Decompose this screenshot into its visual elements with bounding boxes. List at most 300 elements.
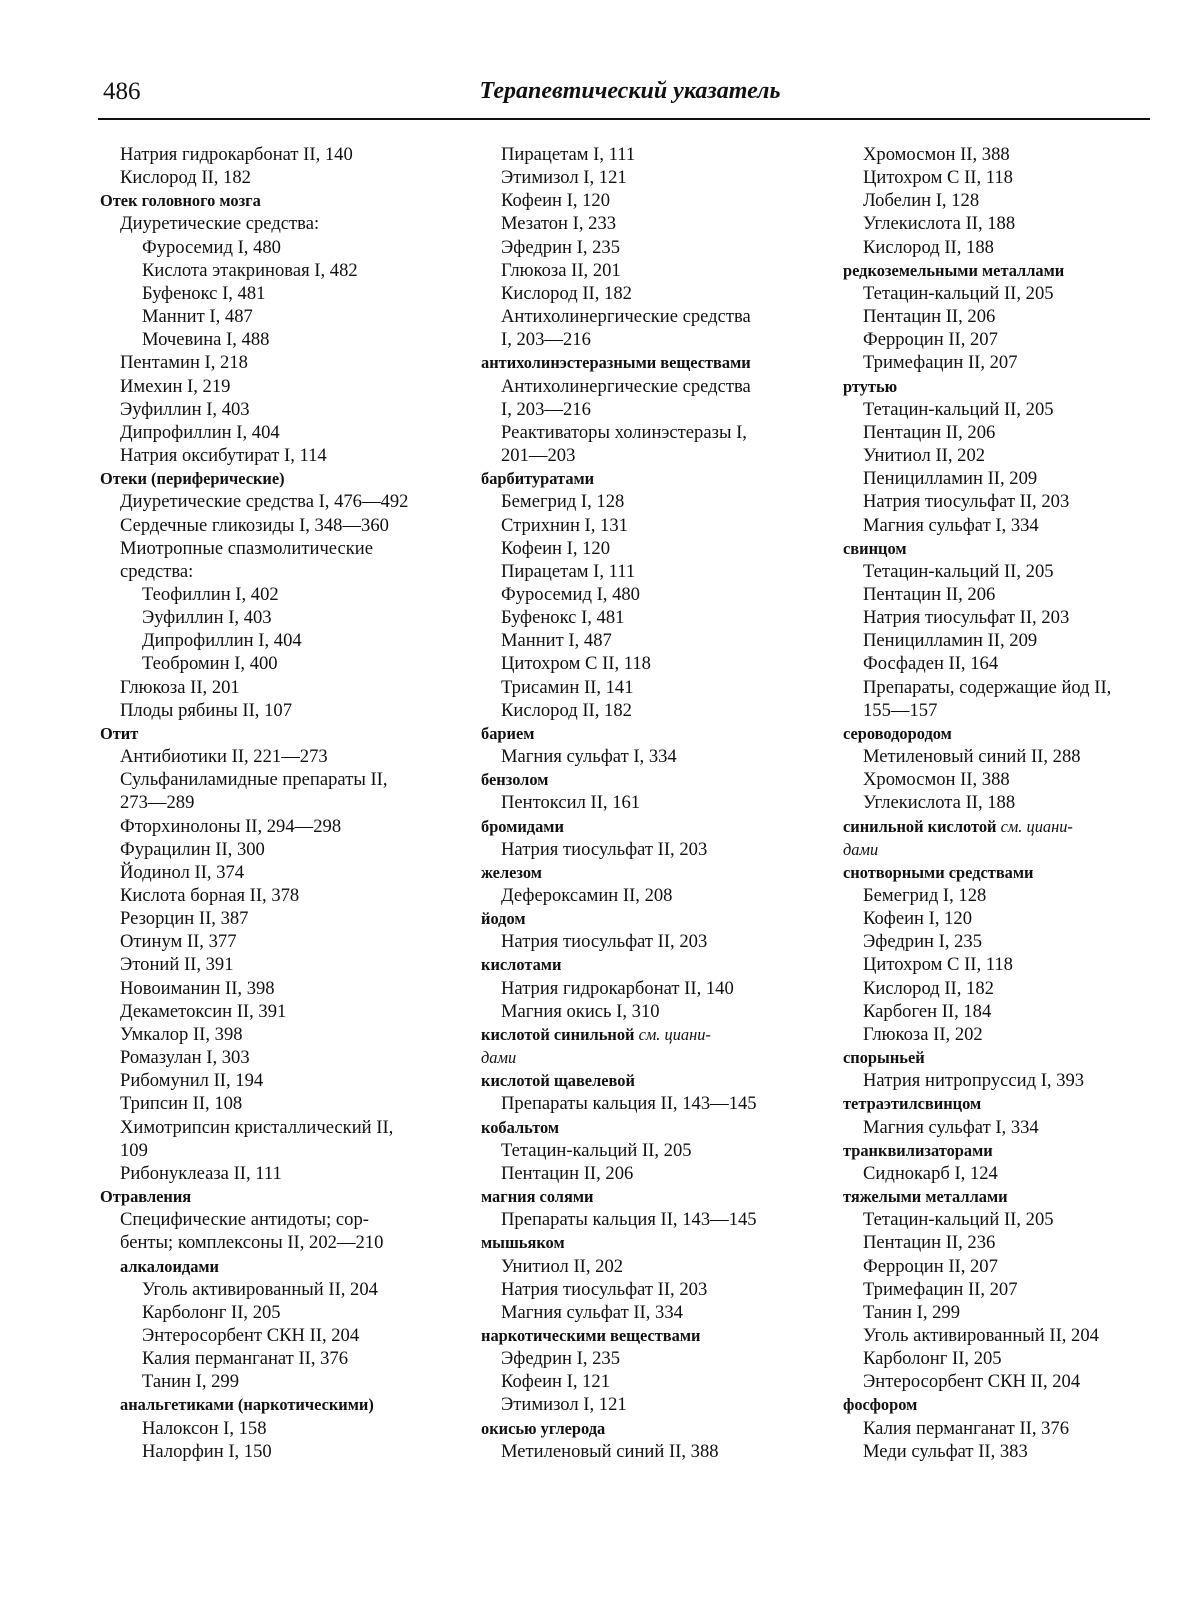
- entry-text: Препараты, содержащие йод II,: [863, 676, 1112, 698]
- index-entry: [100, 1370, 470, 1393]
- index-entry: [100, 815, 470, 838]
- index-entry: [843, 699, 1173, 722]
- index-column-2: [481, 143, 841, 1463]
- index-entry: [843, 676, 1173, 699]
- index-entry: [481, 1440, 841, 1463]
- entry-text: Тетацин-кальций II, 205: [863, 560, 1054, 582]
- index-heading: [843, 537, 1173, 560]
- index-heading: [843, 815, 1173, 838]
- index-entry: [481, 791, 841, 814]
- entry-text: фосфором: [843, 1395, 918, 1415]
- index-entry: [481, 444, 841, 467]
- index-column-3: [843, 143, 1173, 1463]
- entry-text: кобальтом: [481, 1117, 560, 1137]
- entry-text: Отравления: [100, 1187, 192, 1207]
- index-entry: [481, 1000, 841, 1023]
- entry-text: Тримефацин II, 207: [863, 1278, 1018, 1300]
- index-entry: [481, 1092, 841, 1115]
- entry-text: Калия перманганат II, 376: [142, 1348, 349, 1370]
- index-heading: [481, 1417, 841, 1440]
- entry-text: Калия перманганат II, 376: [863, 1417, 1070, 1439]
- entry-text: Натрия тиосульфат II, 203: [501, 838, 708, 860]
- index-entry: [843, 444, 1173, 467]
- entry-text: Тетацин-кальций II, 205: [863, 282, 1054, 304]
- index-entry: [100, 861, 470, 884]
- index-entry: [100, 1069, 470, 1092]
- index-heading: [481, 1231, 841, 1254]
- index-entry: [843, 907, 1173, 930]
- index-heading: [100, 1185, 470, 1208]
- entry-text: тетраэтилсвинцом: [843, 1094, 982, 1114]
- entry-text: Маннит I, 487: [501, 630, 612, 652]
- index-entry: [100, 1417, 470, 1440]
- index-entry: [100, 1046, 470, 1069]
- index-entry: [100, 652, 470, 675]
- index-heading: [843, 838, 1173, 861]
- index-entry: [100, 560, 470, 583]
- entry-text: Диуретические средства:: [120, 213, 320, 235]
- entry-text: бензолом: [481, 770, 549, 790]
- index-heading: [481, 907, 841, 930]
- entry-text: Декаметоксин II, 391: [120, 1000, 287, 1022]
- index-entry: [843, 421, 1173, 444]
- index-entry: [100, 143, 470, 166]
- entry-text: Тримефацин II, 207: [863, 352, 1018, 374]
- index-entry: [843, 1278, 1173, 1301]
- entry-text: Йодинол II, 374: [120, 861, 245, 883]
- index-heading: [100, 1255, 470, 1278]
- entry-text: редкоземельными металлами: [843, 260, 1065, 280]
- index-entry: [100, 953, 470, 976]
- entry-text: Мезатон I, 233: [501, 213, 617, 235]
- entry-text: Лобелин I, 128: [863, 190, 980, 212]
- entry-text: Трисамин II, 141: [501, 676, 634, 698]
- entry-text: снотворными средствами: [843, 862, 1034, 882]
- entry-text: 273—289: [120, 792, 195, 814]
- entry-text: сероводородом: [843, 723, 952, 743]
- index-entry: [843, 212, 1173, 235]
- entry-text: Унитиол II, 202: [863, 445, 986, 467]
- entry-text: Теобромин I, 400: [142, 653, 278, 675]
- entry-text: Цитохром С II, 118: [863, 954, 1013, 976]
- entry-text: Умкалор II, 398: [120, 1023, 243, 1045]
- cross-reference: см. циани-: [996, 816, 1073, 836]
- index-entry: [843, 583, 1173, 606]
- index-entry: [100, 838, 470, 861]
- entry-text: Меди сульфат II, 383: [863, 1440, 1028, 1462]
- entry-text: I, 203—216: [501, 329, 591, 351]
- cross-reference: см. циани-: [634, 1024, 711, 1044]
- entry-text: Отинум II, 377: [120, 931, 237, 953]
- entry-text: кислотой щавелевой: [481, 1071, 635, 1091]
- entry-text: свинцом: [843, 538, 907, 558]
- index-entry: [843, 1000, 1173, 1023]
- entry-text: Пеницилламин II, 209: [863, 630, 1038, 652]
- entry-text: железом: [481, 862, 542, 882]
- entry-text: йодом: [481, 909, 526, 929]
- index-entry: [843, 166, 1173, 189]
- entry-text: Карболонг II, 205: [863, 1348, 1002, 1370]
- index-entry: [100, 514, 470, 537]
- index-entry: [100, 1023, 470, 1046]
- index-entry: [843, 467, 1173, 490]
- index-entry: [843, 1370, 1173, 1393]
- index-entry: [100, 791, 470, 814]
- entry-text: Натрия оксибутират I, 114: [120, 445, 327, 467]
- entry-text: Хромосмон II, 388: [863, 769, 1010, 791]
- index-entry: [843, 1023, 1173, 1046]
- index-entry: [100, 236, 470, 259]
- entry-text: Фурацилин II, 300: [120, 838, 265, 860]
- index-heading: [481, 351, 841, 374]
- index-entry: [843, 1069, 1173, 1092]
- index-entry: [100, 1162, 470, 1185]
- index-entry: [100, 606, 470, 629]
- index-entry: [843, 305, 1173, 328]
- index-entry: [843, 1440, 1173, 1463]
- index-entry: [843, 490, 1173, 513]
- index-entry: [481, 629, 841, 652]
- index-heading: [100, 722, 470, 745]
- index-entry: [100, 259, 470, 282]
- entry-text: Трипсин II, 108: [120, 1093, 243, 1115]
- entry-text: Имехин I, 219: [120, 375, 231, 397]
- entry-text: Фторхинолоны II, 294—298: [120, 815, 342, 837]
- index-entry: [481, 189, 841, 212]
- entry-text: Фуросемид I, 480: [142, 236, 281, 258]
- entry-text: Тетацин-кальций II, 205: [863, 1209, 1054, 1231]
- entry-text: Препараты кальция II, 143—145: [501, 1093, 757, 1115]
- entry-text: Сердечные гликозиды I, 348—360: [120, 514, 389, 536]
- entry-text: Дефероксамин II, 208: [501, 885, 673, 906]
- index-heading: [843, 861, 1173, 884]
- index-entry: [843, 768, 1173, 791]
- index-entry: [481, 977, 841, 1000]
- index-heading: [481, 722, 841, 745]
- index-entry: [843, 236, 1173, 259]
- entry-text: Хромосмон II, 388: [863, 144, 1010, 165]
- entry-text: Налорфин I, 150: [142, 1440, 272, 1462]
- entry-text: Тетацин-кальций II, 205: [863, 398, 1054, 420]
- entry-text: Теофиллин I, 402: [142, 583, 279, 605]
- index-entry: [100, 328, 470, 351]
- entry-text: Новоиманин II, 398: [120, 977, 275, 999]
- entry-text: Уголь активированный II, 204: [142, 1278, 378, 1300]
- index-entry: [481, 1162, 841, 1185]
- entry-text: Кислота борная II, 378: [120, 885, 300, 906]
- index-entry: [481, 328, 841, 351]
- entry-text: Натрия тиосульфат II, 203: [501, 1278, 708, 1300]
- entry-text: барбитуратами: [481, 469, 595, 489]
- index-entry: [481, 490, 841, 513]
- entry-text: Кофеин I, 120: [501, 537, 611, 559]
- index-entry: [100, 537, 470, 560]
- entry-text: 201—203: [501, 445, 576, 467]
- index-entry: [481, 1393, 841, 1416]
- entry-text: Антибиотики II, 221—273: [120, 746, 328, 768]
- entry-text: Метиленовый синий II, 288: [863, 746, 1081, 768]
- entry-text: Этимизол I, 121: [501, 1394, 627, 1416]
- entry-text: Углекислота II, 188: [863, 792, 1016, 814]
- entry-text: Карболонг II, 205: [142, 1301, 281, 1323]
- index-entry: [481, 606, 841, 629]
- index-entry: [100, 583, 470, 606]
- entry-text: Глюкоза II, 202: [863, 1023, 983, 1045]
- index-entry: [100, 305, 470, 328]
- index-entry: [481, 1139, 841, 1162]
- index-entry: [843, 1162, 1173, 1185]
- entry-text: Эфедрин I, 235: [863, 931, 983, 953]
- entry-text: Танин I, 299: [142, 1371, 240, 1393]
- entry-text: Кофеин I, 120: [501, 190, 611, 212]
- entry-text: Сульфаниламидные препараты II,: [120, 769, 388, 791]
- index-entry: [843, 351, 1173, 374]
- index-entry: [843, 606, 1173, 629]
- index-entry: [481, 884, 841, 907]
- entry-text: Препараты кальция II, 143—145: [501, 1209, 757, 1231]
- index-heading: [481, 1116, 841, 1139]
- index-entry: [481, 166, 841, 189]
- entry-text: Фуросемид I, 480: [501, 583, 640, 605]
- index-heading: [481, 1185, 841, 1208]
- entry-text: Кофеин I, 121: [501, 1371, 611, 1393]
- index-entry: [100, 1440, 470, 1463]
- entry-text: Энтеросорбент СКН II, 204: [142, 1324, 360, 1346]
- entry-text: кислотой синильной: [481, 1024, 635, 1044]
- entry-text: Эфедрин I, 235: [501, 1348, 621, 1370]
- entry-text: Специфические антидоты; сор-: [120, 1209, 369, 1231]
- index-entry: [843, 514, 1173, 537]
- index-entry: [481, 1278, 841, 1301]
- entry-text: Сиднокарб I, 124: [863, 1162, 998, 1184]
- index-heading: [843, 722, 1173, 745]
- entry-text: Налоксон I, 158: [142, 1417, 267, 1439]
- entry-text: Натрия тиосульфат II, 203: [863, 491, 1070, 513]
- entry-text: Буфенокс I, 481: [501, 607, 625, 629]
- index-entry: [100, 1324, 470, 1347]
- entry-text: Пентацин II, 236: [863, 1232, 996, 1254]
- entry-text: Глюкоза II, 201: [501, 259, 621, 281]
- index-entry: [100, 884, 470, 907]
- entry-text: Натрия тиосульфат II, 203: [863, 607, 1070, 629]
- entry-text: Химотрипсин кристаллический II,: [120, 1116, 394, 1138]
- entry-text: Углекислота II, 188: [863, 213, 1016, 235]
- entry-text: мышьяком: [481, 1233, 565, 1253]
- index-entry: [100, 351, 470, 374]
- entry-text: Магния сульфат II, 334: [501, 1301, 683, 1323]
- index-heading: [843, 1046, 1173, 1069]
- entry-text: Миотропные спазмолитические: [120, 537, 373, 559]
- index-column-1: [100, 143, 470, 1463]
- entry-text: I, 203—216: [501, 398, 591, 420]
- entry-text: Кислота этакриновая I, 482: [142, 259, 358, 281]
- entry-text: Дипрофиллин I, 404: [120, 421, 280, 443]
- entry-text: кислотами: [481, 955, 562, 975]
- entry-text: дами: [843, 839, 879, 859]
- index-entry: [100, 398, 470, 421]
- index-entry: [843, 791, 1173, 814]
- index-entry: [843, 560, 1173, 583]
- index-entry: [481, 305, 841, 328]
- entry-text: Кислород II, 182: [501, 699, 632, 721]
- index-entry: [100, 745, 470, 768]
- index-entry: [843, 652, 1173, 675]
- index-heading: [481, 768, 841, 791]
- entry-text: Отеки (периферические): [100, 469, 285, 489]
- index-entry: [100, 1208, 470, 1231]
- index-entry: [843, 398, 1173, 421]
- entry-text: Пеницилламин II, 209: [863, 468, 1038, 490]
- entry-text: Эфедрин I, 235: [501, 236, 621, 258]
- entry-text: Пентамин I, 218: [120, 352, 248, 374]
- index-entry: [481, 537, 841, 560]
- index-entry: [481, 652, 841, 675]
- page-number: 486: [103, 78, 141, 105]
- index-entry: [843, 930, 1173, 953]
- entry-text: Натрия нитропруссид I, 393: [863, 1070, 1085, 1092]
- index-entry: [100, 375, 470, 398]
- entry-text: Ферроцин II, 207: [863, 329, 998, 351]
- entry-text: Бемегрид I, 128: [863, 885, 987, 906]
- entry-text: Стрихнин I, 131: [501, 514, 628, 536]
- index-entry: [843, 1208, 1173, 1231]
- entry-text: Ромазулан I, 303: [120, 1047, 250, 1069]
- entry-text: Унитиол II, 202: [501, 1255, 624, 1277]
- index-entry: [100, 444, 470, 467]
- entry-text: Ферроцин II, 207: [863, 1255, 998, 1277]
- index-entry: [843, 282, 1173, 305]
- entry-text: Дипрофиллин I, 404: [142, 630, 302, 652]
- entry-text: Тетацин-кальций II, 205: [501, 1139, 692, 1161]
- index-entry: [843, 1301, 1173, 1324]
- entry-text: синильной кислотой: [843, 816, 997, 836]
- index-entry: [481, 676, 841, 699]
- index-entry: [481, 930, 841, 953]
- index-entry: [481, 259, 841, 282]
- entry-text: Кислород II, 182: [501, 282, 632, 304]
- index-entry: [481, 212, 841, 235]
- index-heading: [843, 1139, 1173, 1162]
- entry-text: тяжелыми металлами: [843, 1187, 1008, 1207]
- entry-text: Реактиваторы холинэстеразы I,: [501, 421, 747, 443]
- entry-text: Пентацин II, 206: [863, 306, 996, 328]
- entry-text: дами: [481, 1048, 517, 1068]
- entry-text: спорыньей: [843, 1048, 925, 1068]
- index-heading: [843, 375, 1173, 398]
- index-entry: [481, 375, 841, 398]
- index-entry: [481, 143, 841, 166]
- index-heading: [481, 467, 841, 490]
- index-entry: [100, 212, 470, 235]
- index-entry: [100, 907, 470, 930]
- index-entry: [100, 977, 470, 1000]
- entry-text: 109: [120, 1139, 148, 1161]
- index-entry: [843, 629, 1173, 652]
- index-entry: [100, 930, 470, 953]
- entry-text: барием: [481, 723, 535, 743]
- index-heading: [481, 1069, 841, 1092]
- entry-text: Кислород II, 188: [863, 236, 994, 258]
- index-entry: [100, 1139, 470, 1162]
- entry-text: Фосфаден II, 164: [863, 653, 999, 675]
- entry-text: бенты; комплексоны II, 202—210: [120, 1232, 384, 1254]
- index-entry: [843, 1347, 1173, 1370]
- index-entry: [843, 745, 1173, 768]
- entry-text: Глюкоза II, 201: [120, 676, 240, 698]
- index-heading: [481, 1046, 841, 1069]
- entry-text: Резорцин II, 387: [120, 908, 249, 930]
- index-heading: [100, 467, 470, 490]
- entry-text: Плоды рябины II, 107: [120, 699, 292, 721]
- entry-text: Натрия гидрокарбонат II, 140: [501, 977, 734, 999]
- index-heading: [843, 1092, 1173, 1115]
- index-entry: [843, 328, 1173, 351]
- entry-text: антихолинэстеразными веществами: [481, 353, 751, 373]
- index-entry: [843, 1255, 1173, 1278]
- index-entry: [100, 490, 470, 513]
- entry-text: Кислород II, 182: [120, 167, 251, 189]
- index-entry: [481, 514, 841, 537]
- index-entry: [100, 676, 470, 699]
- entry-text: Цитохром С II, 118: [501, 653, 651, 675]
- entry-text: Буфенокс I, 481: [142, 282, 266, 304]
- index-entry: [100, 1347, 470, 1370]
- index-heading: [843, 259, 1173, 282]
- index-entry: [100, 699, 470, 722]
- entry-text: Магния сульфат I, 334: [863, 1116, 1039, 1138]
- index-entry: [843, 1116, 1173, 1139]
- entry-text: Антихолинергические средства: [501, 306, 751, 328]
- index-entry: [100, 1116, 470, 1139]
- entry-text: Этоний II, 391: [120, 954, 234, 976]
- entry-text: Карбоген II, 184: [863, 1000, 992, 1022]
- index-heading: [481, 1023, 841, 1046]
- index-entry: [100, 1231, 470, 1254]
- entry-text: наркотическими веществами: [481, 1325, 701, 1345]
- index-entry: [481, 745, 841, 768]
- index-entry: [843, 1231, 1173, 1254]
- index-heading: [481, 861, 841, 884]
- index-heading: [481, 953, 841, 976]
- entry-text: Рибомунил II, 194: [120, 1070, 264, 1092]
- entry-text: Уголь активированный II, 204: [863, 1324, 1099, 1346]
- entry-text: средства:: [120, 560, 194, 582]
- entry-text: Пентацин II, 206: [501, 1162, 634, 1184]
- entry-text: Энтеросорбент СКН II, 204: [863, 1371, 1081, 1393]
- entry-text: Пирацетам I, 111: [501, 144, 636, 165]
- index-heading: [100, 1393, 470, 1416]
- entry-text: Магния окись I, 310: [501, 1000, 660, 1022]
- entry-text: Маннит I, 487: [142, 306, 253, 328]
- index-entry: [481, 560, 841, 583]
- index-entry: [843, 953, 1173, 976]
- entry-text: Кислород II, 182: [863, 977, 994, 999]
- index-entry: [481, 1255, 841, 1278]
- header-rule: [98, 118, 1150, 120]
- entry-text: Рибонуклеаза II, 111: [120, 1162, 282, 1184]
- index-entry: [843, 189, 1173, 212]
- index-entry: [481, 583, 841, 606]
- entry-text: магния солями: [481, 1187, 594, 1207]
- index-entry: [481, 1208, 841, 1231]
- entry-text: анальгетиками (наркотическими): [120, 1395, 374, 1415]
- index-heading: [481, 1324, 841, 1347]
- index-entry: [481, 398, 841, 421]
- index-entry: [843, 977, 1173, 1000]
- entry-text: 155—157: [863, 699, 938, 721]
- index-entry: [481, 1301, 841, 1324]
- index-entry: [100, 1000, 470, 1023]
